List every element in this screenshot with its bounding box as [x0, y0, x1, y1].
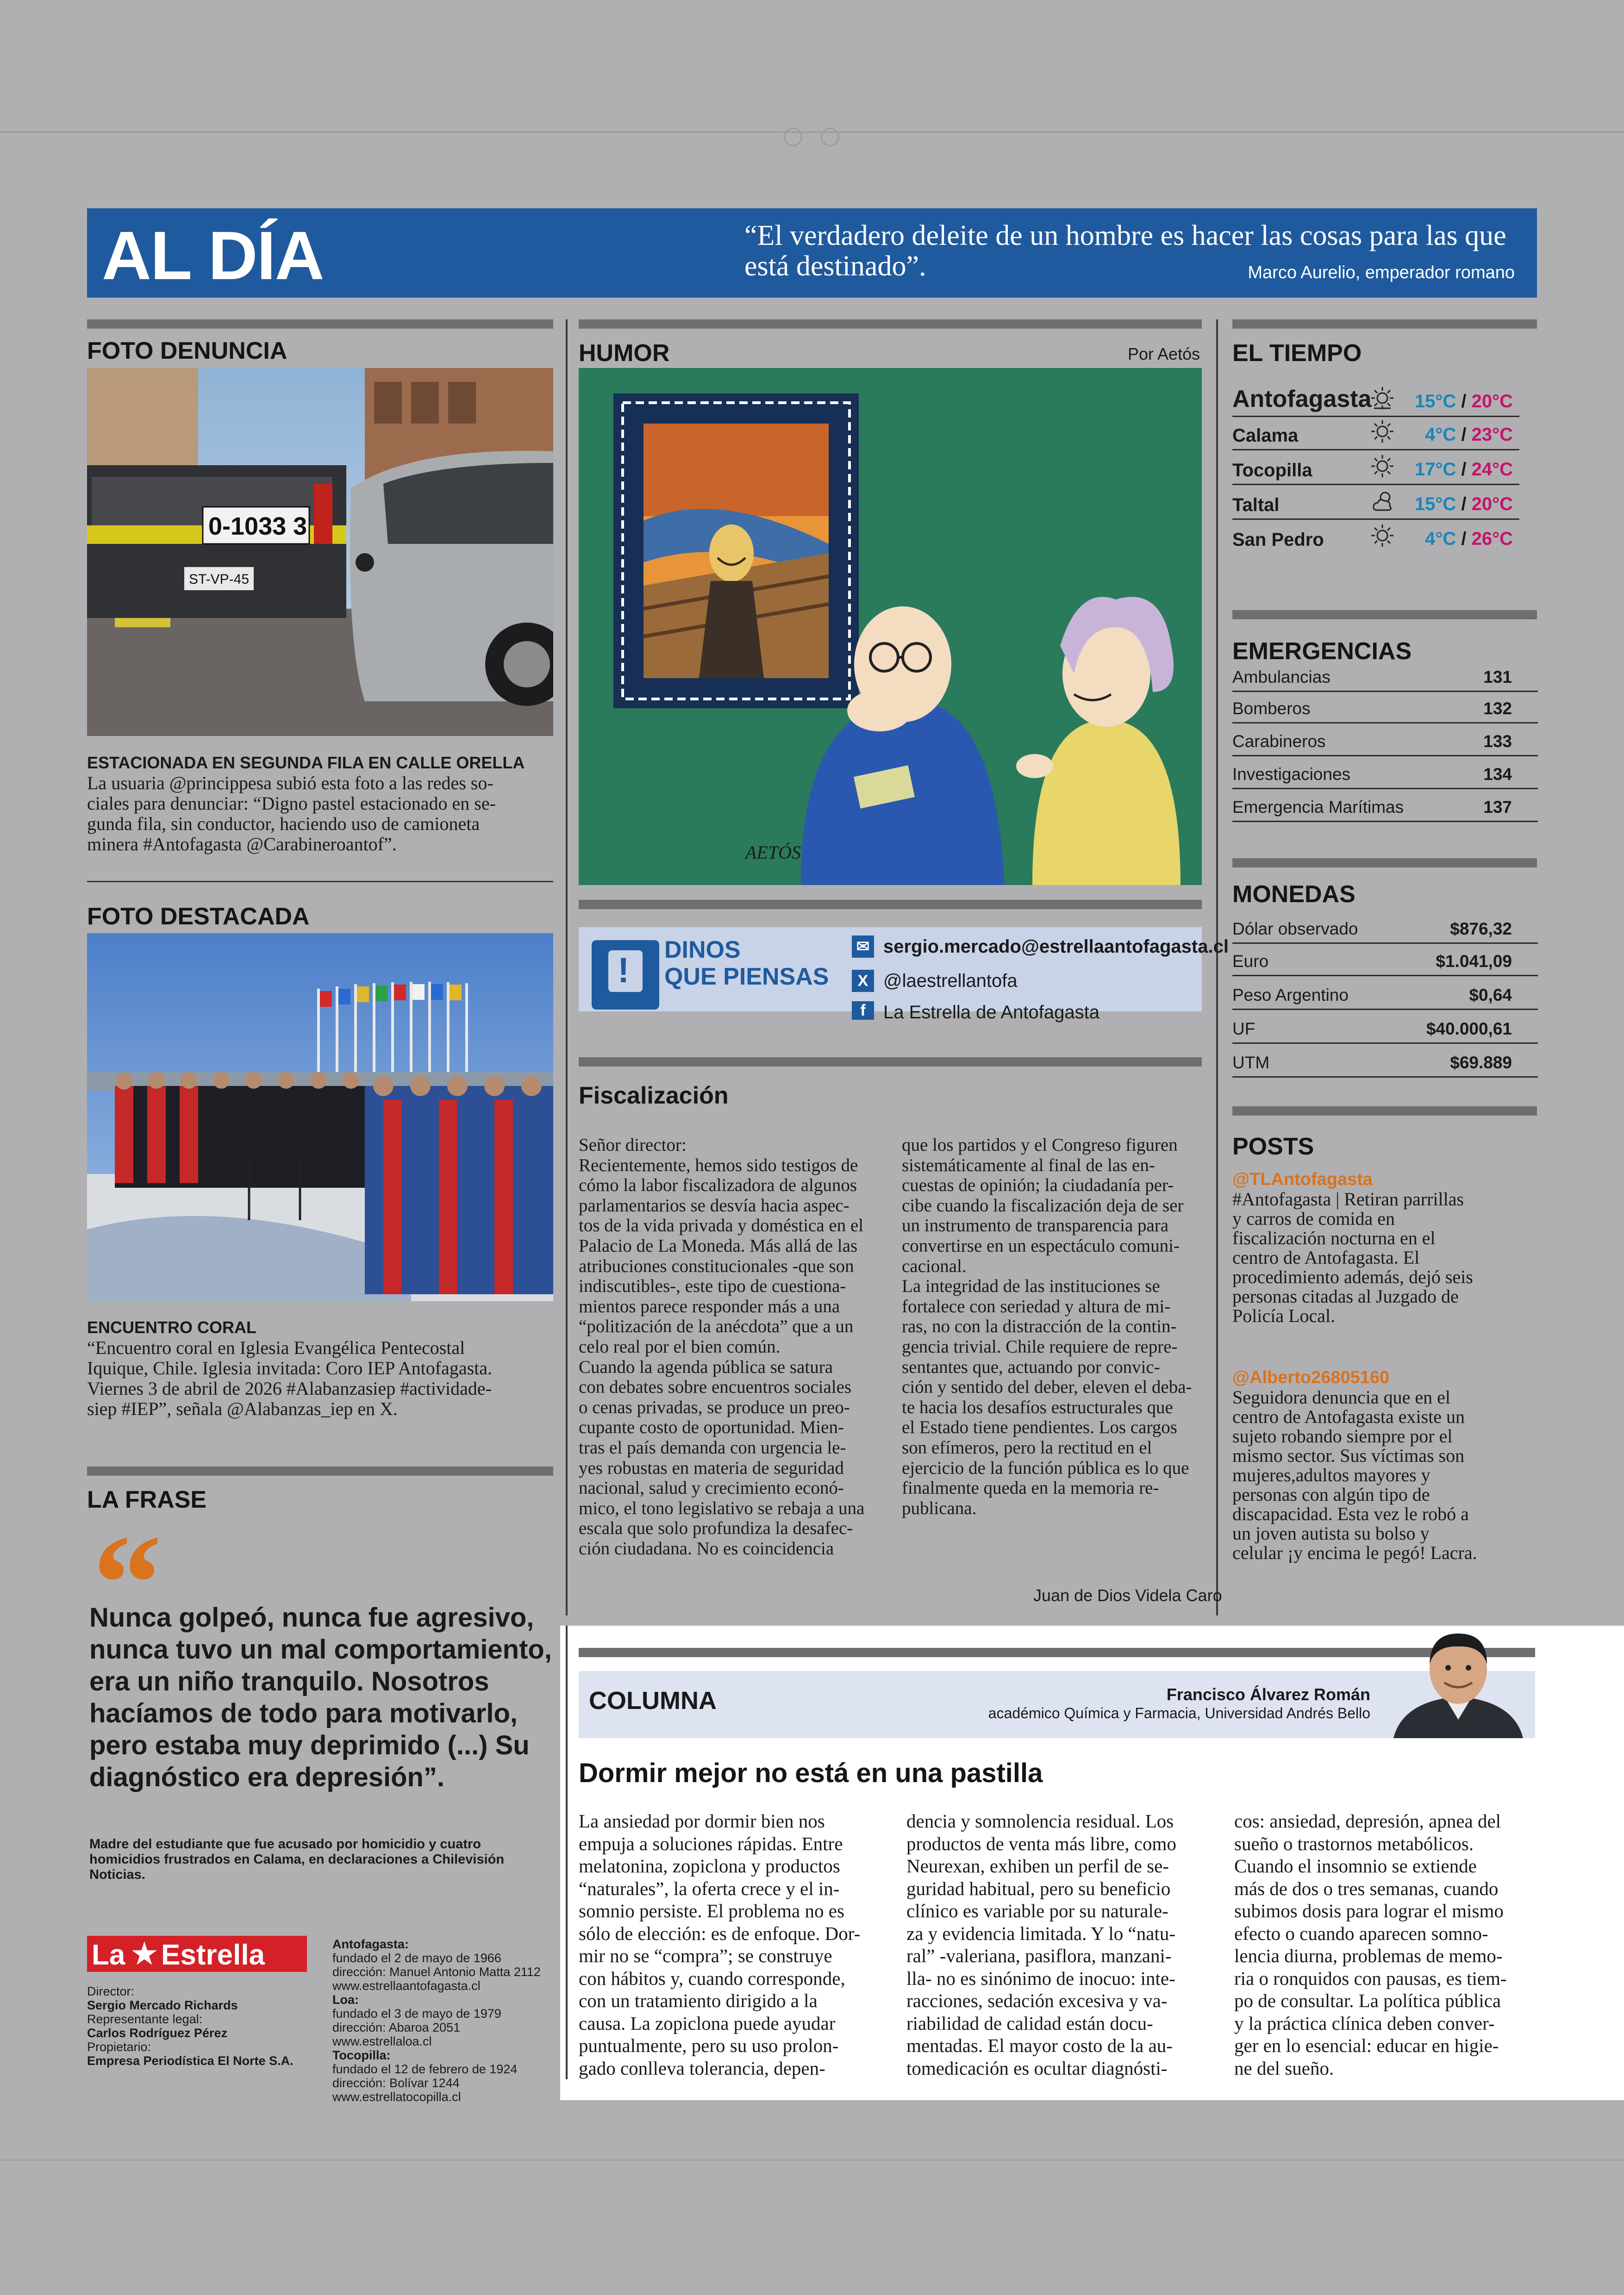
text-line: y la práctica clínica deben conver-	[1234, 2012, 1495, 2034]
la-frase-quote	[89, 1602, 557, 1793]
emergencias-table	[1232, 663, 1538, 829]
sun-icon	[1369, 523, 1395, 549]
text-line: mientos parece responder más a una	[579, 1296, 840, 1316]
section-title: AL DÍA	[102, 218, 324, 294]
currency-label: Peso Argentino	[1232, 985, 1349, 1004]
columna-col-1	[579, 1810, 887, 2079]
text-line: Palacio de La Moneda. Más allá de las	[579, 1235, 858, 1256]
temp-min: 4°C	[1425, 424, 1456, 445]
imprint-label: Representante legal:	[87, 2012, 203, 2026]
columna-label: COLUMNA	[589, 1687, 717, 1715]
currency-value: $1.041,09	[1436, 952, 1512, 971]
text-line: convertirse en un espectáculo comuni-	[902, 1235, 1180, 1256]
caption-line: siep #IEP”, señala @Alabanzas_iep en X.	[87, 1398, 398, 1419]
text-line: Cuando la agenda pública se satura	[579, 1357, 833, 1377]
imprint-rep: Carlos Rodríguez Pérez	[87, 2026, 228, 2040]
logo-text-la: La	[92, 1939, 125, 1971]
text-line: o cenas privadas, se produce un preo-	[579, 1397, 850, 1417]
currency-value: $40.000,61	[1426, 1019, 1512, 1038]
edition-city: Antofagasta:	[332, 1937, 409, 1951]
text-line: subimos dosis para lograr el mismo	[1234, 1900, 1504, 1921]
column-divider-right	[1216, 319, 1218, 1615]
post-line: procedimiento además, dejó seis	[1232, 1266, 1473, 1287]
post-user[interactable]: @Alberto26805160	[1232, 1368, 1390, 1387]
emergency-number: 132	[1483, 699, 1512, 718]
bottom-divider	[0, 2159, 1624, 2161]
weather-city: San Pedro	[1232, 530, 1324, 550]
edition-web[interactable]: www.estrellaloa.cl	[332, 2034, 432, 2048]
foto-destacada-caption	[87, 1338, 553, 1419]
currency-label: UF	[1232, 1019, 1255, 1038]
caption-line: Viernes 3 de abril de 2026 #Alabanzasiep #actividade-	[87, 1378, 492, 1399]
post-line: centro de Antofagasta. El	[1232, 1247, 1420, 1268]
text-line: “politización de la anécdota” que a un	[579, 1316, 854, 1337]
post-line: centro de Antofagasta existe un	[1232, 1406, 1465, 1427]
text-line: puntualmente, pero su uso prolon-	[579, 2035, 839, 2056]
text-line: “naturales”, la oferta crece y el in-	[579, 1877, 840, 1899]
emergency-number: 137	[1483, 798, 1512, 817]
edition-founded: fundado el 2 de mayo de 1966	[332, 1951, 501, 1965]
columna-author: Francisco Álvarez Román	[1166, 1685, 1370, 1704]
x-icon: X	[852, 970, 874, 992]
posts-bar	[1232, 1106, 1537, 1116]
quote-line: era un niño tranquilo. Nosotros	[89, 1666, 489, 1696]
text-line: La integridad de las instituciones se	[902, 1276, 1160, 1297]
foto-destacada-caption-title: ENCUENTRO CORAL	[87, 1318, 256, 1337]
author-avatar	[1384, 1627, 1532, 1738]
emergency-row[interactable]	[1232, 723, 1538, 756]
tiempo-bar	[1232, 319, 1537, 329]
text-line: empuja a soluciones rápidas. Entre	[579, 1833, 843, 1854]
post-line: Seguidora denuncia que en el	[1232, 1387, 1450, 1408]
text-line: ción ciudadana. No es coincidencia	[579, 1538, 834, 1559]
emergency-label: Ambulancias	[1232, 667, 1330, 686]
edition-web[interactable]: www.estrellaantofagasta.cl	[332, 1979, 481, 1993]
edition-founded: fundado el 3 de mayo de 1979	[332, 2007, 501, 2021]
emergency-row[interactable]	[1232, 756, 1538, 789]
edition-city: Loa:	[332, 1993, 359, 2007]
sun-icon	[1369, 453, 1395, 479]
plate-text-small: ST-VP-45	[189, 572, 250, 587]
section-rule	[87, 881, 553, 882]
posts-title: POSTS	[1232, 1133, 1314, 1160]
star-icon: ★	[131, 1938, 157, 1970]
emergency-label: Investigaciones	[1232, 765, 1351, 784]
text-line: son efímeros, pero la rectitud en el	[902, 1437, 1152, 1458]
text-line: mentadas. El mayor costo de la au-	[906, 2035, 1173, 2056]
emergencias-bar	[1232, 610, 1537, 619]
weather-row	[1232, 450, 1519, 485]
foto-destacada-title: FOTO DESTACADA	[87, 903, 310, 930]
foto-denuncia-photo[interactable]	[87, 368, 553, 736]
text-line: cuestas de opinión; la ciudadanía per-	[902, 1175, 1174, 1196]
quote-line: diagnóstico era depresión”.	[89, 1762, 445, 1792]
text-line: escala que solo profundiza la desafec-	[579, 1518, 853, 1539]
text-line: te hacia los desafíos estructurales que	[902, 1397, 1173, 1417]
temp-separator: /	[1461, 494, 1467, 514]
caption-line: Iquique, Chile. Iglesia invitada: Coro IEP Antofagasta.	[87, 1358, 492, 1378]
foto-denuncia-title: FOTO DENUNCIA	[87, 337, 287, 364]
post-line: mismo sector. Sus víctimas son	[1232, 1445, 1465, 1466]
text-line: un instrumento de transparencia para	[902, 1216, 1169, 1236]
humor-byline: Por Aetós	[1128, 344, 1200, 363]
quote-line: hacíamos de todo para motivarlo,	[89, 1698, 518, 1728]
currency-row	[1232, 1044, 1538, 1078]
weather-city: Tocopilla	[1232, 460, 1312, 480]
temp-max: 20°C	[1471, 391, 1513, 412]
text-line: racciones, sedación excesiva y va-	[906, 1990, 1168, 2011]
emergency-row[interactable]	[1232, 789, 1538, 822]
imprint-director: Sergio Mercado Richards	[87, 1998, 238, 2012]
post-item[interactable]	[1232, 1368, 1538, 1563]
text-line: Recientemente, hemos sido testigos de	[579, 1155, 858, 1175]
dinos-title	[664, 936, 829, 990]
text-line: tras el país demanda con urgencia le-	[579, 1437, 846, 1458]
dinos-bar	[579, 900, 1202, 909]
la-frase-bar	[87, 1466, 553, 1476]
currency-value: $69.889	[1450, 1053, 1512, 1072]
text-line: sistemáticamente al final de las en-	[902, 1155, 1155, 1175]
la-frase-title: LA FRASE	[87, 1486, 207, 1513]
weather-row	[1232, 520, 1519, 553]
text-line: tomedicación es ocultar diagnósti-	[906, 2057, 1168, 2079]
text-line: po de consultar. La política pública	[1234, 1990, 1501, 2011]
text-line: ras, no con la distracción de la contin-	[902, 1316, 1177, 1337]
currency-label: UTM	[1232, 1053, 1270, 1072]
speech-bubble-icon: !	[592, 940, 659, 1010]
currency-value: $876,32	[1450, 919, 1512, 938]
facebook-icon: f	[852, 1001, 874, 1020]
header-quote: “El verdadero deleite de un hombre es hacer las cosas para las que está destinado”.	[744, 220, 1506, 282]
emergency-row[interactable]	[1232, 663, 1538, 692]
temp-separator: /	[1461, 424, 1467, 445]
monedas-bar	[1232, 858, 1537, 867]
contact-email[interactable]: sergio.mercado@estrellaantofagasta.cl	[883, 936, 1229, 957]
text-line: parlamentarios se desvía hacia aspec-	[579, 1195, 849, 1216]
text-line: finalmente queda en la memoria re-	[902, 1478, 1159, 1498]
text-line: ria o ronquidos con pausas, es tiem-	[1234, 1967, 1507, 1989]
text-line: tos de la vida privada y doméstica en el	[579, 1216, 864, 1236]
foto-denuncia-bar	[87, 319, 553, 329]
text-line: ción y sentido del deber, eleven el deba-	[902, 1377, 1192, 1397]
post-line: #Antofagasta | Retiran parrillas	[1232, 1189, 1464, 1210]
text-line: gado conlleva tolerancia, depen-	[579, 2057, 825, 2079]
post-line: fiscalización nocturna en el	[1232, 1228, 1436, 1248]
dinos-que-piensas	[579, 927, 1229, 1023]
weather-city: Taltal	[1232, 495, 1280, 515]
temp-min: 15°C	[1414, 494, 1456, 514]
text-line: el Estado tiene pendientes. Los cargos	[902, 1417, 1177, 1438]
weather-row	[1232, 485, 1519, 520]
fiscalizacion-col-2	[902, 1135, 1202, 1518]
estrella-logo[interactable]	[87, 1936, 307, 1972]
edition-address: dirección: Manuel Antonio Matta 2112	[332, 1965, 541, 1979]
text-line: gencia trivial. Chile requiere de repre-	[902, 1336, 1178, 1357]
humor-bar	[579, 319, 1202, 329]
text-line: cacional.	[902, 1256, 967, 1276]
text-line: publicana.	[902, 1498, 977, 1518]
dinos-line: QUE PIENSAS	[664, 963, 829, 990]
quote-line: nunca tuvo un mal comportamiento,	[89, 1634, 552, 1665]
weather-row	[1232, 375, 1519, 417]
text-line: mico, el tono legislativo se rebaja a una	[579, 1498, 865, 1518]
text-line: causa. La zopiclona puede ayudar	[579, 2012, 836, 2034]
source-line: homicidios frustrados en Calama, en declaraciones a Chilevisión	[89, 1852, 505, 1867]
text-line: con un tratamiento dirigido a la	[579, 1990, 818, 2011]
page-dot-left[interactable]	[784, 128, 802, 146]
text-line: riabilidad de calidad están docu-	[906, 2012, 1153, 2034]
columna-title: Dormir mejor no está en una pastilla	[579, 1758, 1043, 1788]
temp-separator: /	[1461, 391, 1467, 412]
temp-separator: /	[1461, 529, 1467, 549]
email-icon: ✉	[852, 935, 874, 958]
emergency-label: Emergencia Marítimas	[1232, 798, 1404, 817]
tiempo-title: EL TIEMPO	[1232, 340, 1362, 367]
top-divider	[0, 131, 1624, 133]
header-quote-author: Marco Aurelio, emperador romano	[1248, 263, 1515, 282]
currency-row	[1232, 942, 1538, 976]
plate-text: 0-1033 3	[208, 512, 307, 540]
text-line: nacional, salud y crecimiento econó-	[579, 1478, 844, 1498]
text-line: ne del sueño.	[1234, 2057, 1334, 2079]
post-item[interactable]	[1232, 1170, 1538, 1326]
temp-max: 26°C	[1471, 529, 1513, 549]
humor-cartoon[interactable]	[579, 368, 1202, 885]
emergency-row[interactable]	[1232, 691, 1538, 723]
la-frase-source	[89, 1837, 557, 1883]
text-line: ger en lo esencial: educar en higie-	[1234, 2035, 1499, 2056]
caption-line: minera #Antofagasta @Carabineroantof”.	[87, 834, 397, 854]
quote-mark-icon: “	[93, 1506, 162, 1660]
temp-max: 23°C	[1471, 424, 1513, 445]
caption-line: “Encuentro coral en Iglesia Evangélica Pentecostal	[87, 1337, 465, 1358]
source-line: Madre del estudiante que fue acusado por homicidio y cuatro	[89, 1837, 481, 1852]
currency-row	[1232, 912, 1538, 944]
currency-row	[1232, 976, 1538, 1010]
imprint-staff	[87, 1984, 319, 2068]
text-line: atribuciones constitucionales -que son	[579, 1256, 854, 1276]
column-divider-left	[566, 319, 568, 1615]
post-line: sujeto robando siempre por el	[1232, 1426, 1453, 1447]
weather-row	[1232, 416, 1519, 450]
logo-text-estrella: Estrella	[161, 1939, 265, 1971]
edition-address: dirección: Bolívar 1244	[332, 2076, 460, 2090]
cartoon-signature: AETÓS	[745, 842, 801, 863]
text-line: que los partidos y el Congreso figuren	[902, 1135, 1178, 1155]
temp-max: 20°C	[1471, 494, 1513, 514]
post-line: y carros de comida en	[1232, 1208, 1395, 1229]
text-line: sueño o trastornos metabólicos.	[1234, 1833, 1474, 1854]
text-line: fortalece con seriedad y altura de mi-	[902, 1296, 1171, 1316]
caption-line: La usuaria @princippesa subió esta foto a las redes so-	[87, 773, 493, 793]
text-line: mir no se “compra”; se construye	[579, 1945, 832, 1966]
edition-founded: fundado el 12 de febrero de 1924	[332, 2062, 518, 2076]
emergencias-title: EMERGENCIAS	[1232, 638, 1412, 665]
quote-line: Nunca golpeó, nunca fue agresivo,	[89, 1603, 534, 1633]
text-line: con hábitos y, cuando corresponde,	[579, 1967, 845, 1989]
emergency-label: Bomberos	[1232, 699, 1311, 718]
text-line: celo real por el bien común.	[579, 1336, 781, 1357]
partly-cloudy-icon	[1369, 488, 1395, 514]
caption-line: ciales para denunciar: “Digno pastel estacionado en se-	[87, 793, 496, 814]
text-line: más de dos o tres semanas, cuando	[1234, 1877, 1499, 1899]
source-line: Noticias.	[89, 1867, 145, 1882]
post-line: celular ¡y encima le pegó! Lacra.	[1232, 1542, 1477, 1563]
fiscalizacion-signature: Juan de Dios Videla Caro	[1033, 1586, 1222, 1605]
emergency-number: 133	[1483, 732, 1512, 751]
temp-min: 4°C	[1425, 529, 1456, 549]
text-line: cupante costo de oportunidad. Mien-	[579, 1417, 844, 1438]
humor-title: HUMOR	[579, 340, 670, 367]
text-line: Señor director:	[579, 1135, 687, 1155]
text-line: guridad habitual, pero su beneficio	[906, 1877, 1171, 1899]
imprint-label: Propietario:	[87, 2040, 151, 2054]
text-line: lencia diurna, problemas de memo-	[1234, 1945, 1503, 1966]
monedas-table	[1232, 912, 1538, 1088]
edition-city: Tocopilla:	[332, 2048, 391, 2062]
text-line: sentantes que, actuando por convic-	[902, 1357, 1160, 1377]
text-line: ral” -valeriana, pasiflora, manzani-	[906, 1945, 1172, 1966]
text-line: za y evidencia limitada. Y lo “natu-	[906, 1922, 1175, 1944]
currency-label: Dólar observado	[1232, 919, 1358, 938]
text-line: cómo la labor fiscalizadora de algunos	[579, 1175, 857, 1196]
page-dot-right[interactable]	[821, 128, 839, 146]
text-line: Cuando el insomnio se extiende	[1234, 1855, 1477, 1877]
text-line: cibe cuando la fiscalización deja de ser	[902, 1195, 1184, 1216]
post-line: personas con algún tipo de	[1232, 1484, 1430, 1505]
foto-destacada-photo[interactable]	[87, 933, 553, 1301]
quote-line: pero estaba muy deprimido (...) Su	[89, 1730, 530, 1760]
temp-min: 15°C	[1414, 391, 1456, 412]
text-line: yes robustas en materia de seguridad	[579, 1458, 844, 1478]
emergency-number: 134	[1483, 765, 1512, 784]
sun-icon	[1369, 385, 1395, 411]
temp-max: 24°C	[1471, 459, 1513, 480]
post-line: personas citadas al Juzgado de	[1232, 1286, 1459, 1307]
text-line: somnio persiste. El problema no es	[579, 1900, 844, 1921]
text-line: lla- no es sinónimo de inocuo: inte-	[906, 1967, 1175, 1989]
text-line: ejercicio de la función pública es lo que	[902, 1458, 1189, 1478]
columna-author-role: académico Química y Farmacia, Universidad Andrés Bello	[988, 1705, 1370, 1721]
columna-col-2	[906, 1810, 1215, 2079]
text-line: La ansiedad por dormir bien nos	[579, 1810, 825, 1832]
weather-city: Calama	[1232, 425, 1299, 446]
foto-denuncia-caption-title: ESTACIONADA EN SEGUNDA FILA EN CALLE ORELLA	[87, 753, 525, 772]
emergency-number: 131	[1483, 667, 1512, 686]
currency-value: $0,64	[1469, 985, 1512, 1004]
fiscalizacion-title: Fiscalización	[579, 1082, 729, 1109]
text-line: cos: ansiedad, depresión, apnea del	[1234, 1810, 1501, 1832]
section-header	[87, 208, 1537, 298]
imprint-owner: Empresa Periodística El Norte S.A.	[87, 2054, 294, 2068]
text-line: productos de venta más libre, como	[906, 1833, 1176, 1854]
text-line: indiscutibles-, este tipo de cuestiona-	[579, 1276, 846, 1297]
text-line: Neurexan, exhiben un perfil de se-	[906, 1855, 1169, 1877]
post-text	[1232, 1388, 1538, 1563]
foto-denuncia-caption	[87, 773, 553, 854]
fiscalizacion-col-1	[579, 1135, 879, 1559]
temp-separator: /	[1461, 459, 1467, 480]
contact-facebook[interactable]: La Estrella de Antofagasta	[883, 1002, 1099, 1023]
emergency-label: Carabineros	[1232, 732, 1326, 751]
text-line: dencia y somnolencia residual. Los	[906, 1810, 1174, 1832]
caption-line: gunda fila, sin conductor, haciendo uso de camioneta	[87, 813, 480, 834]
imprint-editions	[332, 1937, 564, 2104]
post-text	[1232, 1190, 1538, 1326]
edition-address: dirección: Abaroa 2051	[332, 2021, 461, 2034]
weather-city: Antofagasta	[1232, 386, 1372, 412]
currency-label: Euro	[1232, 952, 1269, 971]
text-line: con debates sobre encuentros sociales	[579, 1377, 852, 1397]
edition-web[interactable]: www.estrellatocopilla.cl	[332, 2090, 461, 2104]
text-line: efecto o cuando aparecen somno-	[1234, 1922, 1488, 1944]
temp-min: 17°C	[1414, 459, 1456, 480]
text-line: sólo de elección: es de enfoque. Dor-	[579, 1922, 861, 1944]
text-line: melatonina, zopiclona y productos	[579, 1855, 840, 1877]
column-divider-lower	[566, 1626, 568, 2079]
weather-table	[1232, 375, 1519, 560]
post-line: mujeres,adultos mayores y	[1232, 1465, 1430, 1485]
post-line: Policía Local.	[1232, 1305, 1336, 1326]
post-user[interactable]: @TLAntofagasta	[1232, 1170, 1373, 1189]
monedas-title: MONEDAS	[1232, 881, 1355, 908]
post-line: un joven autista su bolso y	[1232, 1523, 1430, 1544]
dinos-line: DINOS	[664, 936, 741, 963]
currency-row	[1232, 1010, 1538, 1044]
contact-x[interactable]: @laestrellantofa	[883, 971, 1018, 991]
post-line: discapacidad. Esta vez le robó a	[1232, 1503, 1469, 1524]
text-line: clínico es variable por su naturale-	[906, 1900, 1168, 1921]
imprint-label: Director:	[87, 1984, 135, 1998]
fiscalizacion-bar	[579, 1057, 1202, 1066]
sun-icon	[1369, 418, 1395, 444]
columna-col-3	[1234, 1810, 1535, 2079]
